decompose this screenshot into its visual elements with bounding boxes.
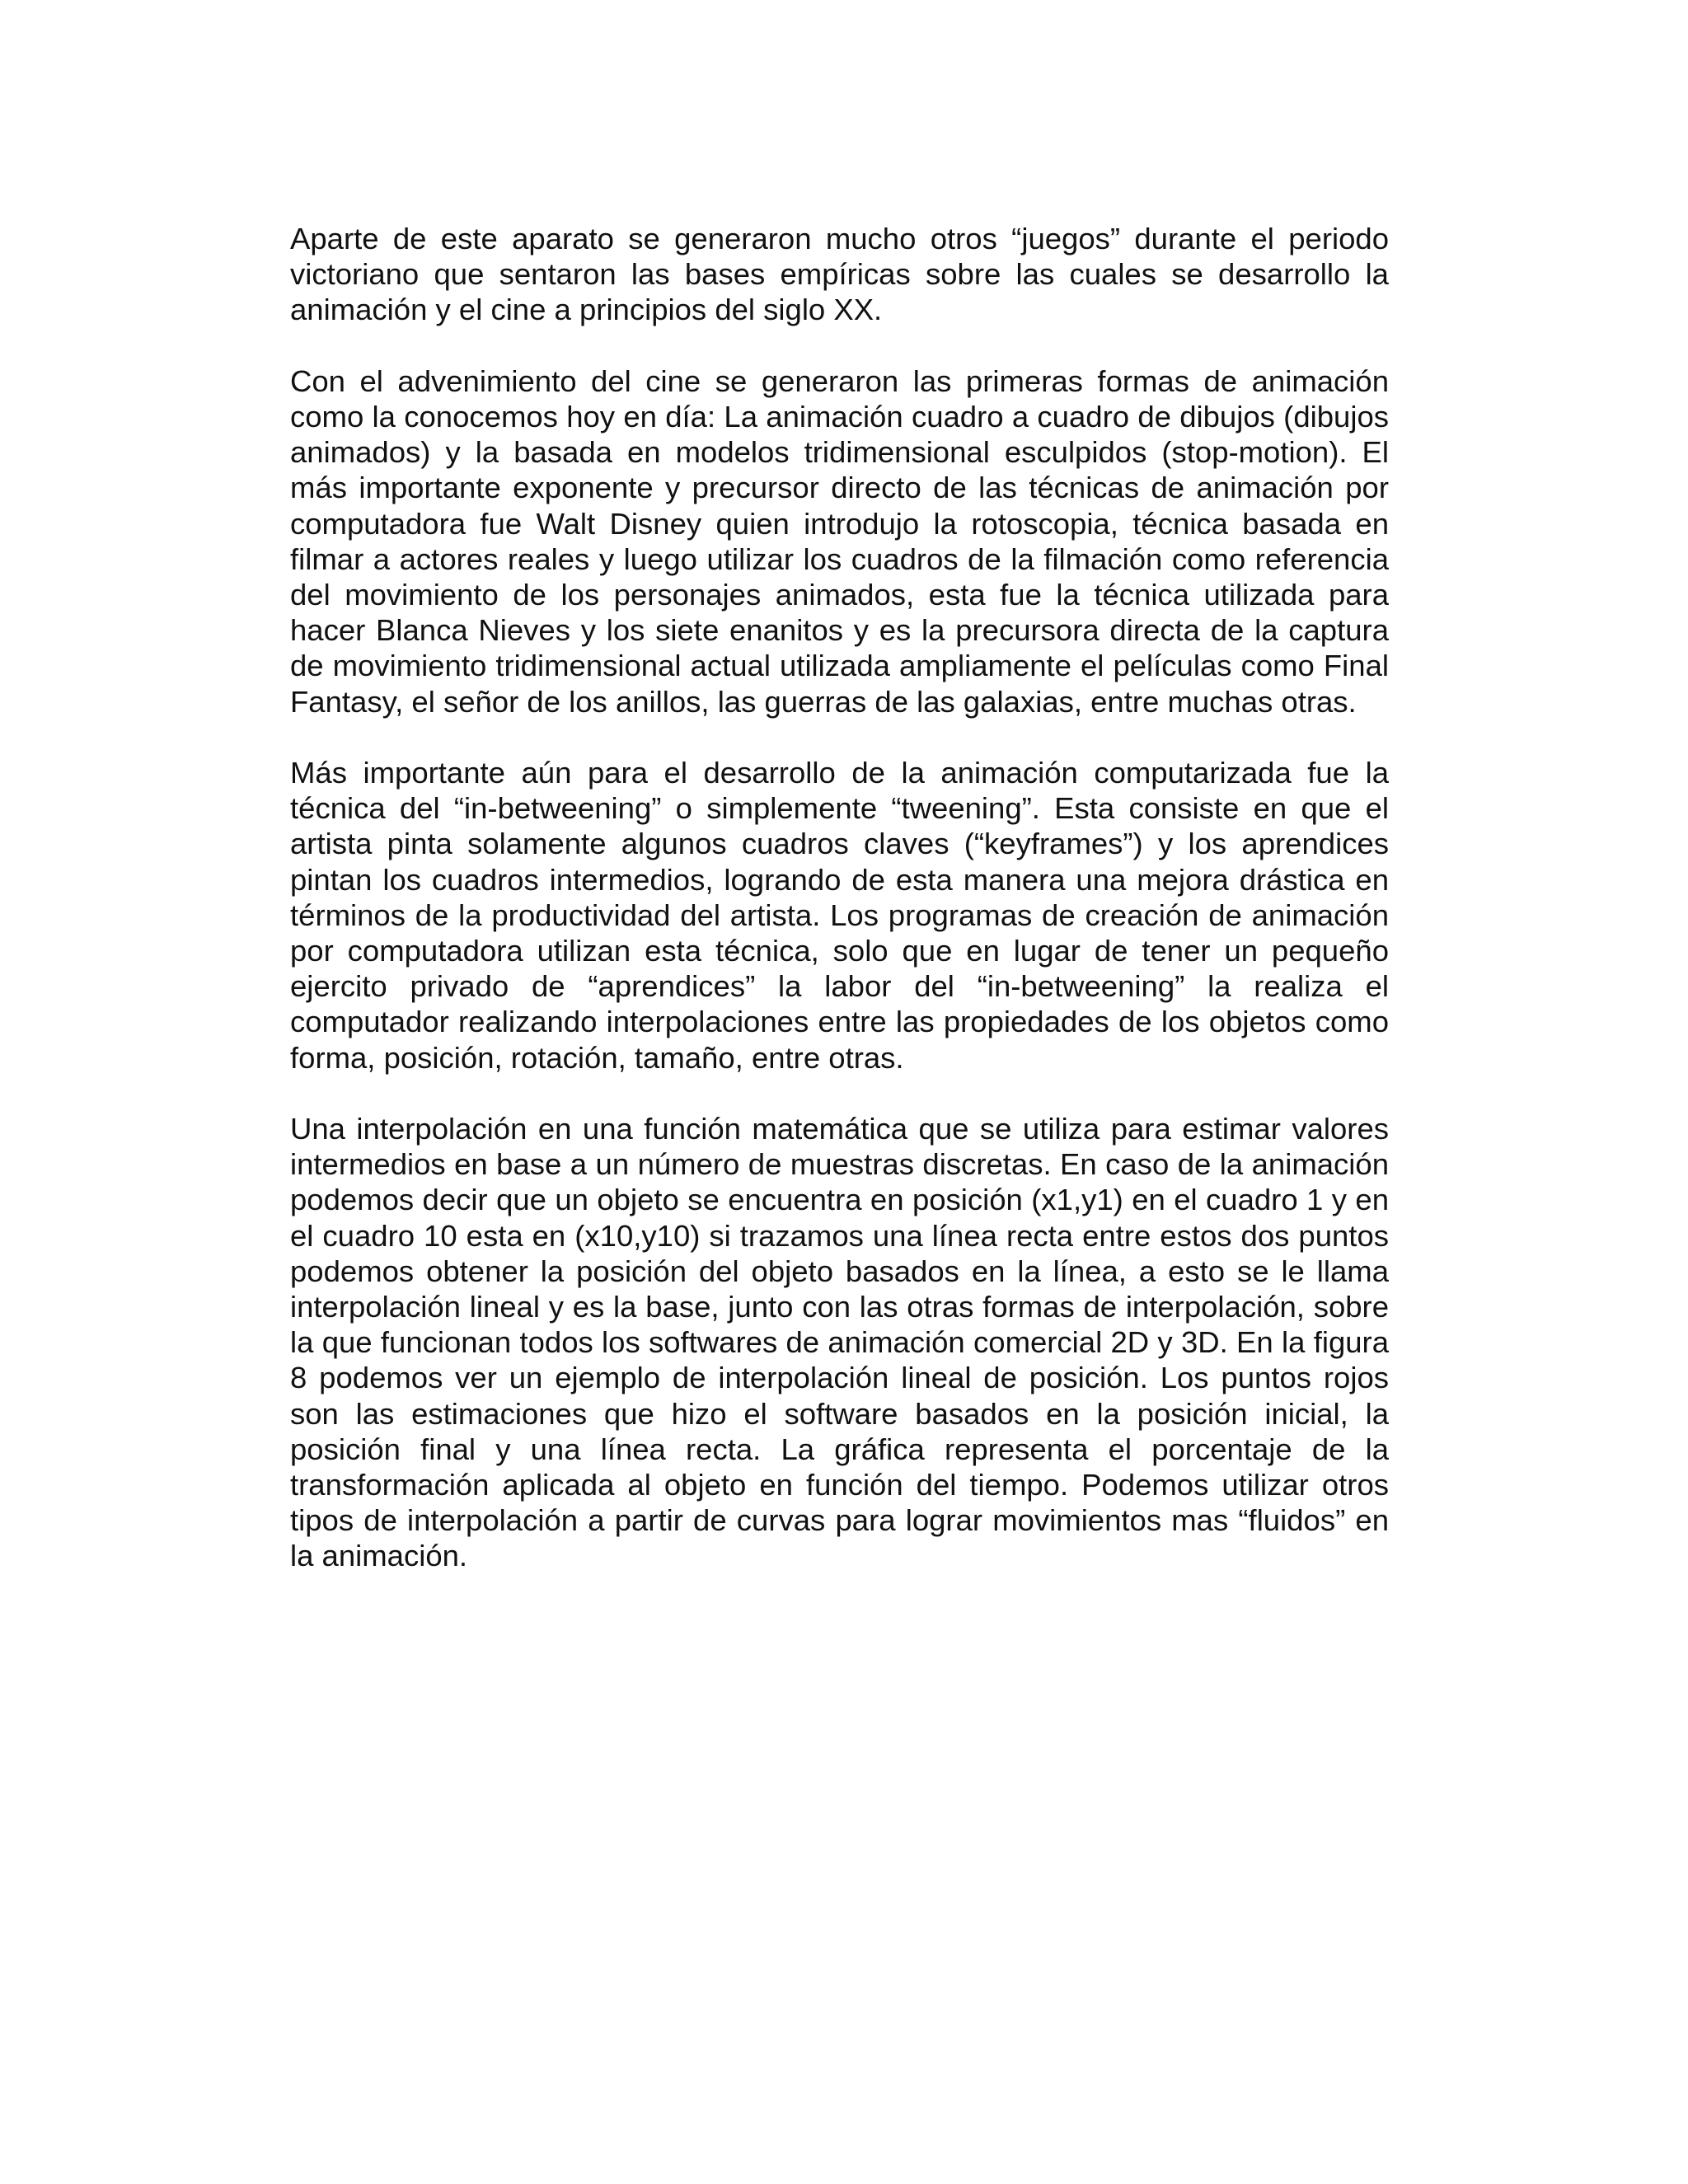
paragraph-tweening: Más importante aún para el desarrollo de la animación computarizada fue la técnica del “in-betweening” o simplemente “tweening”. Esta consiste en que el artista pinta solamente algunos cuadros claves (“keyframes”) y los aprendices pintan los cuadros intermedios, logrando de esta manera una mejora drástica en términos de la productividad del artista. Los programas de creación de animación por computadora utilizan esta técnica, solo que en lugar de tener un pequeño ejercito privado de “aprendices” la labor del “in-betweening” la realiza el computador realizando interpolaciones entre las propiedades de los objetos como forma, posición, rotación, tamaño, entre otras.	[290, 756, 1389, 1075]
body-text	[290, 221, 1389, 1574]
paragraph-victorian-games: Aparte de este aparato se generaron mucho otros “juegos” durante el periodo victoriano que sentaron las bases empíricas sobre las cuales se desarrollo la animación y el cine a principios del siglo XX.	[290, 222, 1389, 327]
paragraph-early-cinema-animation: Con el advenimiento del cine se generaron las primeras formas de animación como la conocemos hoy en día: La animación cuadro a cuadro de dibujos (dibujos animados) y la basada en modelos tridimensional esculpidos (stop-motion). El más importante exponente y precursor directo de las técnicas de animación por computadora fue Walt Disney quien introdujo la rotoscopia, técnica basada en filmar a actores reales y luego utilizar los cuadros de la filmación como referencia del movimiento de los personajes animados, esta fue la técnica utilizada para hacer Blanca Nieves y los siete enanitos y es la precursora directa de la captura de movimiento tridimensional actual utilizada ampliamente el películas como Final Fantasy, el señor de los anillos, las guerras de las galaxias, entre muchas otras.	[290, 363, 1389, 719]
paragraph-interpolation: Una interpolación en una función matemática que se utiliza para estimar valores intermedios en base a un número de muestras discretas. En caso de la animación podemos decir que un objeto se encuentra en posición (x1,y1) en el cuadro 1 y en el cuadro 10 esta en (x10,y10) si trazamos una línea recta entre estos dos puntos podemos obtener la posición del objeto basados en la línea, a esto se le llama interpolación lineal y es la base, junto con las otras formas de interpolación, sobre la que funcionan todos los softwares de animación comercial 2D y 3D. En la figura 8 podemos ver un ejemplo de interpolación lineal de posición. Los puntos rojos son las estimaciones que hizo el software basados en la posición inicial, la posición final y una línea recta. La gráfica representa el porcentaje de la transformación aplicada al objeto en función del tiempo. Podemos utilizar otros tipos de interpolación a partir de curvas para lograr movimientos mas “fluidos” en la animación.	[290, 1112, 1389, 1573]
